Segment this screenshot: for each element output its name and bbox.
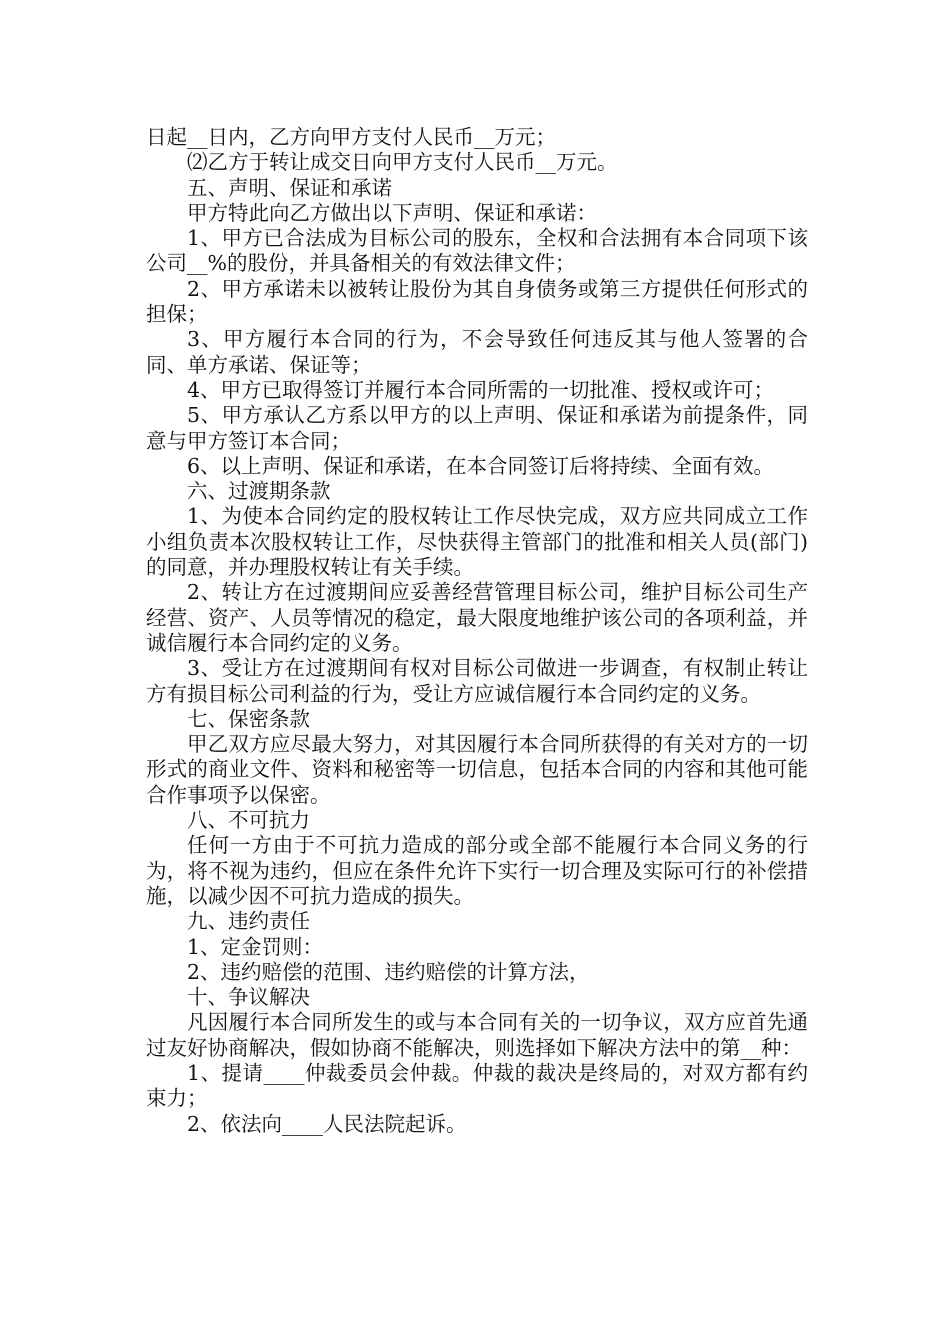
- clause-5-1: 1、甲方已合法成为目标公司的股东，全权和合法拥有本合同项下该公司__%的股份，并具备相关的有效法律文件；: [146, 226, 808, 276]
- clause-8-body: 任何一方由于不可抗力造成的部分或全部不能履行本合同义务的行为，将不视为违约，但应在条件允许下实行一切合理及实际可行的补偿措施，以减少因不可抗力造成的损失。: [146, 833, 808, 908]
- clause-5-5: 5、甲方承认乙方系以甲方的以上声明、保证和承诺为前提条件，同意与甲方签订本合同；: [146, 403, 808, 453]
- clause-6-2: 2、转让方在过渡期间应妥善经营管理目标公司，维护目标公司生产经营、资产、人员等情况的稳定，最大限度地维护该公司的各项利益，并诚信履行本合同约定的义务。: [146, 580, 808, 655]
- section-heading-10: 十、争议解决: [187, 985, 310, 1010]
- clause-5-2: 2、甲方承诺未以被转让股份为其自身债务或第三方提供任何形式的担保；: [146, 276, 808, 327]
- clause-5-6: 6、以上声明、保证和承诺，在本合同签订后将持续、全面有效。: [187, 453, 775, 478]
- section-heading-9: 九、违约责任: [187, 909, 310, 934]
- clause-9-1: 1、定金罚则：: [187, 934, 324, 959]
- clause-10-body: 凡因履行本合同所发生的或与本合同有关的一切争议，双方应首先通过友好协商解决，假如协商不能解决，则选择如下解决方法中的第__种：: [146, 1010, 808, 1060]
- clause-5-4: 4、甲方已取得签订并履行本合同所需的一切批准、授权或许可；: [187, 377, 775, 402]
- paragraph-declaration-intro: 甲方特此向乙方做出以下声明、保证和承诺：: [187, 200, 597, 225]
- section-heading-5: 五、声明、保证和承诺: [187, 175, 392, 200]
- clause-7-body: 甲乙双方应尽最大努力，对其因履行本合同所获得的有关对方的一切形式的商业文件、资料和秘密等一切信息，包括本合同的内容和其他可能合作事项予以保密。: [146, 732, 808, 807]
- section-heading-8: 八、不可抗力: [187, 808, 310, 833]
- section-heading-7: 七、保密条款: [187, 706, 310, 731]
- clause-10-2: 2、依法向____人民法院起诉。: [187, 1111, 467, 1136]
- paragraph-payment-on-transfer: ⑵乙方于转让成交日向甲方支付人民币__万元。: [187, 150, 618, 175]
- section-heading-6: 六、过渡期条款: [187, 479, 331, 504]
- clause-6-3: 3、受让方在过渡期间有权对目标公司做进一步调查，有权制止转让方有损目标公司利益的行为，受让方应诚信履行本合同约定的义务。: [146, 656, 808, 706]
- clause-9-2: 2、违约赔偿的范围、违约赔偿的计算方法，: [187, 959, 590, 984]
- paragraph-payment-days: 日起__日内，乙方向甲方支付人民币__万元；: [146, 125, 556, 149]
- clause-6-1: 1、为使本合同约定的股权转让工作尽快完成，双方应共同成立工作小组负责本次股权转让工作，尽快获得主管部门的批准和相关人员(部门)的同意，并办理股权转让有关手续。: [146, 504, 808, 580]
- clause-5-3: 3、甲方履行本合同的行为，不会导致任何违反其与他人签署的合同、单方承诺、保证等；: [146, 327, 808, 377]
- clause-10-1: 1、提请____仲裁委员会仲裁。仲裁的裁决是终局的，对双方都有约束力；: [146, 1060, 808, 1111]
- document-page: [146, 125, 808, 1137]
